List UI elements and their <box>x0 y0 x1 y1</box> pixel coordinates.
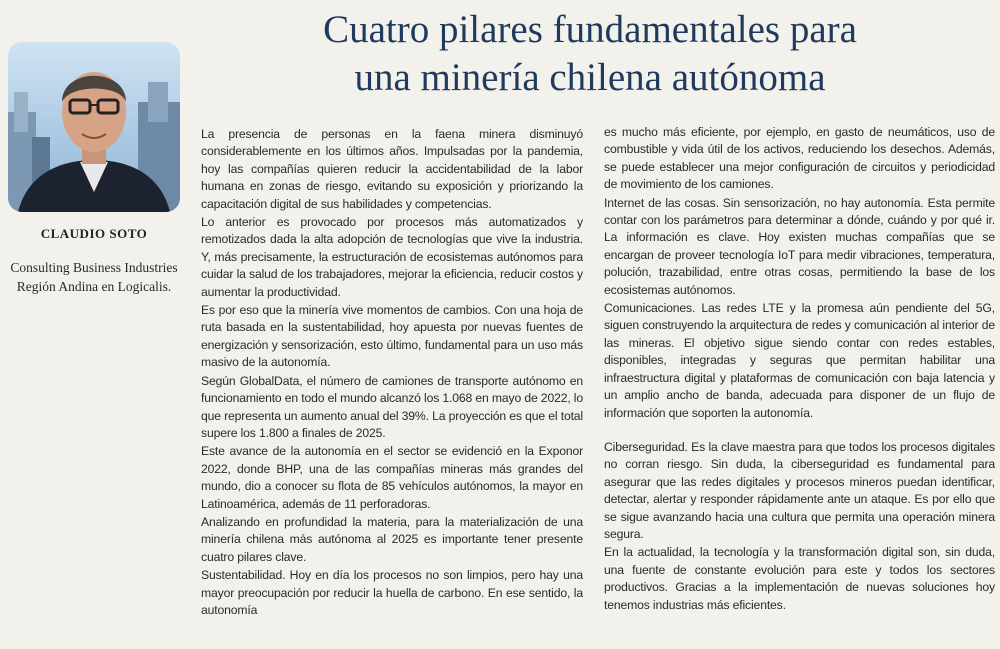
author-photo <box>8 42 180 212</box>
author-name: CLAUDIO SOTO <box>40 226 148 241</box>
paragraph: Lo anterior es provocado por procesos más automatizados y remotizados dada la alta adopción de tecnologías que vive la industria. Y, más precisamente, la estructuración de ecosistemas autónomos para cuidar la salud de los trabajadores, mejorar la eficiencia, reducir costos y aumentar la productividad. <box>201 215 583 299</box>
paragraph: Es por eso que la minería vive momentos de cambios. Con una hoja de ruta basada en la sustentabilidad, hoy apuesta por nuevas fuentes de energización y sensorización, esto último, fundamental para un uso más masivo de la autonomía. <box>201 303 583 370</box>
author-role-line-2: Región Andina en Logicalis. <box>16 279 172 294</box>
title-line-1: Cuatro pilares fundamentales para <box>323 8 857 51</box>
title-line-2: una minería chilena autónoma <box>354 56 826 99</box>
paragraph: Comunicaciones. Las redes LTE y la promesa aún pendiente del 5G, siguen construyendo la arquitectura de redes y comunicación al interior de las mineras. El objetivo sigue siendo contar con redes estables, disponibles, integradas y seguras que permitan habilitar una infraestructura digital y plataformas de comunicación con baja latencia y un amplio ancho de banda, adecuada para disponer de un flujo de información que soporten la autonomía. <box>604 301 995 420</box>
paragraph: Sustentabilidad. Hoy en día los procesos no son limpios, pero hay una mayor preocupación por reducir la huella de carbono. En ese sentido, la autonomía <box>201 568 583 617</box>
article-title <box>200 6 980 102</box>
paragraph: Ciberseguridad. Es la clave maestra para que todos los procesos digitales no corran riesgo. Sin duda, la ciberseguridad es fundamental para asegurar que las redes digitales y procesos mineros puedan identificar, detectar, alertar y responder rápidamente ante un ataque. Es por ello que se sigue avanzando hacia una cultura que permita una operación minera segura. <box>604 439 995 541</box>
paragraph: La presencia de personas en la faena minera disminuyó considerablemente en los últimos años. Impulsadas por la pandemia, hoy las compañías quieren reducir la accidentabilidad de la labor humana en zonas de riesgo, evitando su exposición y priorizando la capacitación digital de sus habilidades y competencias. <box>201 127 583 211</box>
paragraph: Internet de las cosas. Sin sensorización, no hay autonomía. Esta permite contar con los parámetros para determinar a dónde, cuándo y por qué ir. La información es clave. Hoy existen muchas compañías que se encargan de proveer tecnología IoT para medir vibraciones, temperatura, polución, trazabilidad, entre otras cosas, permitiendo la base de los ecosistemas autónomos. <box>604 195 995 297</box>
author-role <box>0 258 188 296</box>
paragraph: En la actualidad, la tecnología y la transformación digital son, sin duda, una fuente de constante evolución para este y todos los sectores productivos. Gracias a la implementación de nuevas soluciones hoy tenemos industrias más eficientes. <box>604 545 995 612</box>
right-column <box>604 124 995 615</box>
paragraph: es mucho más eficiente, por ejemplo, en gasto de neumáticos, uso de combustible y vida útil de los activos, reduciendo los desechos. Además, se puede establecer una mejor configuración de circuitos y periodicidad de movimiento de los camiones. <box>604 125 995 192</box>
paragraph: Analizando en profundidad la materia, para la materialización de una minería chilena más autónoma al 2025 es importante tener presente cuatro pilares clave. <box>201 514 583 564</box>
left-column <box>201 126 583 620</box>
paragraph: Este avance de la autonomía en el sector se evidenció en la Exponor 2022, donde BHP, una de las compañías mineras más grandes del mundo, dio a conocer su flota de 85 vehículos autónomos, la mayor en Latinoamérica, además de 11 perforadoras. <box>201 444 583 511</box>
paragraph: Según GlobalData, el número de camiones de transporte autónomo en funcionamiento en todo el mundo alcanzó los 1.068 en mayo de 2022, lo que representa un aumento anual del 39%. La proyección es que el total supere los 1.800 a finales de 2025. <box>201 373 583 440</box>
author-role-line-1: Consulting Business Industries <box>10 260 178 275</box>
